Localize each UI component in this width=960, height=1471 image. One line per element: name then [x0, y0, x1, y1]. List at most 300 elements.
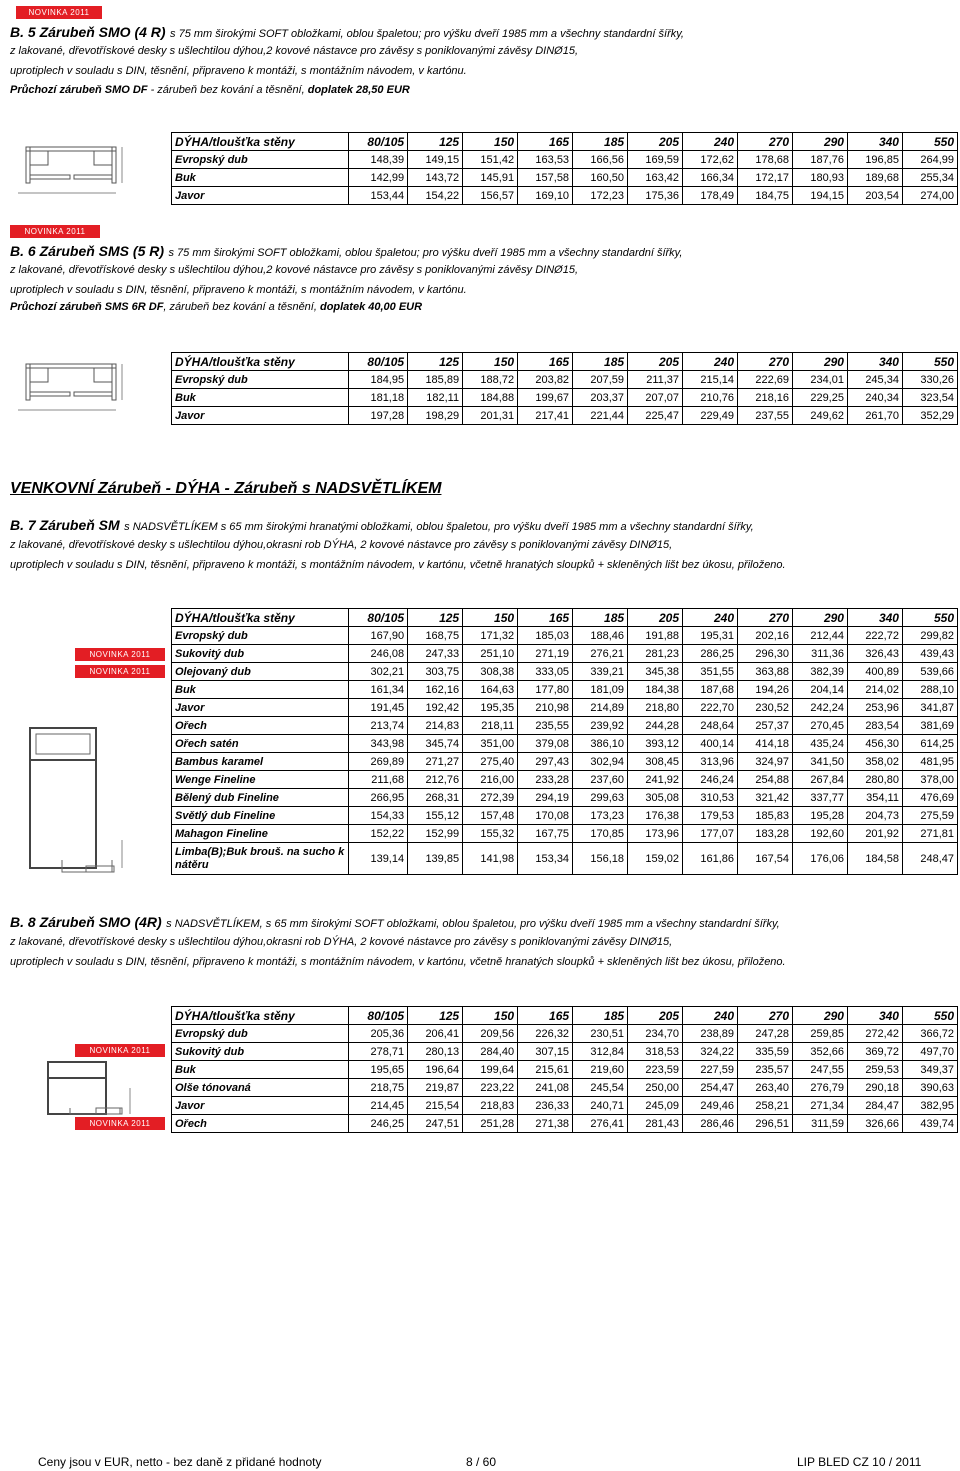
- price-cell: 241,08: [518, 1079, 573, 1097]
- wood-type-cell: Sukovitý dub: [172, 1043, 349, 1061]
- table-row: [172, 627, 958, 645]
- price-cell: 201,31: [463, 407, 518, 425]
- new-badge: NOVINKA 2011: [75, 1044, 165, 1057]
- page-number: 8 / 60: [466, 1455, 497, 1469]
- table-row: [172, 1115, 958, 1133]
- table-row: [172, 843, 958, 875]
- price-cell: 271,34: [793, 1097, 848, 1115]
- price-cell: 172,17: [738, 169, 793, 187]
- header-cell: 150: [463, 353, 518, 371]
- price-cell: 227,59: [683, 1061, 738, 1079]
- price-cell: 281,23: [628, 645, 683, 663]
- price-cell: 248,47: [902, 843, 957, 875]
- price-cell: 323,54: [902, 389, 957, 407]
- price-cell: 215,14: [683, 371, 738, 389]
- wood-type-cell: Evropský dub: [172, 371, 349, 389]
- price-cell: 160,50: [573, 169, 628, 187]
- passthrough-name: Průchozí zárubeň SMO DF: [10, 84, 148, 96]
- header-cell: 270: [738, 353, 793, 371]
- price-cell: 351,55: [683, 663, 738, 681]
- price-cell: 175,36: [628, 187, 683, 205]
- price-cell: 246,08: [349, 645, 408, 663]
- header-cell: 270: [738, 133, 793, 151]
- price-cell: 167,54: [738, 843, 793, 875]
- section-heading-b5: [10, 24, 684, 42]
- table-row: [172, 1079, 958, 1097]
- price-cell: 145,91: [463, 169, 518, 187]
- table-row: [172, 389, 958, 407]
- table-row: [172, 371, 958, 389]
- price-cell: 297,43: [518, 753, 573, 771]
- price-cell: 296,30: [738, 645, 793, 663]
- price-cell: 184,38: [628, 681, 683, 699]
- price-cell: 167,90: [349, 627, 408, 645]
- price-cell: 294,19: [518, 789, 573, 807]
- price-cell: 238,89: [683, 1025, 738, 1043]
- price-cell: 212,76: [408, 771, 463, 789]
- section-heading-b7: [10, 517, 754, 535]
- price-cell: 204,14: [793, 681, 848, 699]
- price-cell: 481,95: [902, 753, 957, 771]
- surcharge: doplatek 40,00 EUR: [319, 301, 423, 313]
- price-cell: 141,98: [463, 843, 518, 875]
- price-cell: 154,33: [349, 807, 408, 825]
- price-cell: 240,71: [573, 1097, 628, 1115]
- price-cell: 369,72: [847, 1043, 902, 1061]
- table-row: [172, 1097, 958, 1115]
- price-cell: 354,11: [847, 789, 902, 807]
- table-header-row: [172, 609, 958, 627]
- price-cell: 235,55: [518, 717, 573, 735]
- price-cell: 217,41: [518, 407, 573, 425]
- price-cell: 192,42: [408, 699, 463, 717]
- header-cell: 290: [793, 353, 848, 371]
- price-cell: 139,14: [349, 843, 408, 875]
- price-cell: 250,00: [628, 1079, 683, 1097]
- section-heading-b8: [10, 914, 780, 932]
- product-code: B. 6 Zárubeň SMS (5 R): [10, 243, 165, 259]
- price-cell: 196,85: [847, 151, 902, 169]
- header-cell: 165: [518, 133, 573, 151]
- price-cell: 214,83: [408, 717, 463, 735]
- price-cell: 278,71: [349, 1043, 408, 1061]
- price-cell: 233,28: [518, 771, 573, 789]
- price-cell: 187,76: [793, 151, 848, 169]
- price-cell: 207,59: [573, 371, 628, 389]
- price-cell: 198,29: [408, 407, 463, 425]
- table-row: [172, 717, 958, 735]
- price-cell: 203,37: [573, 389, 628, 407]
- price-cell: 230,52: [738, 699, 793, 717]
- price-cell: 216,00: [463, 771, 518, 789]
- price-cell: 330,26: [902, 371, 957, 389]
- price-cell: 223,22: [463, 1079, 518, 1097]
- price-cell: 236,33: [518, 1097, 573, 1115]
- price-cell: 299,82: [902, 627, 957, 645]
- price-cell: 255,34: [902, 169, 957, 187]
- price-cell: 246,24: [683, 771, 738, 789]
- new-badge: NOVINKA 2011: [10, 225, 100, 238]
- price-cell: 257,37: [738, 717, 793, 735]
- price-cell: 326,66: [847, 1115, 902, 1133]
- header-cell: 550: [902, 1007, 957, 1025]
- price-cell: 177,80: [518, 681, 573, 699]
- price-cell: 337,77: [793, 789, 848, 807]
- price-cell: 205,36: [349, 1025, 408, 1043]
- header-cell: 185: [573, 1007, 628, 1025]
- table-row: [172, 1043, 958, 1061]
- description-line: z lakované, dřevotřískové desky s ušlechtilou dýhou,2 kovové nástavce pro závěsy s poniklovanými závěsy DINØ15,: [10, 264, 578, 276]
- price-cell: 215,54: [408, 1097, 463, 1115]
- price-cell: 157,58: [518, 169, 573, 187]
- price-cell: 272,39: [463, 789, 518, 807]
- new-badge: NOVINKA 2011: [75, 1117, 165, 1130]
- price-cell: 303,75: [408, 663, 463, 681]
- price-cell: 210,98: [518, 699, 573, 717]
- header-cell: DÝHA/tloušťka stěny: [172, 609, 349, 627]
- header-cell: 290: [793, 1007, 848, 1025]
- price-cell: 177,07: [683, 825, 738, 843]
- table-row: [172, 789, 958, 807]
- price-cell: 237,60: [573, 771, 628, 789]
- price-cell: 188,46: [573, 627, 628, 645]
- table-header-row: [172, 1007, 958, 1025]
- header-cell: 150: [463, 133, 518, 151]
- header-cell: 340: [847, 353, 902, 371]
- header-cell: 270: [738, 1007, 793, 1025]
- price-cell: 176,06: [793, 843, 848, 875]
- price-cell: 219,87: [408, 1079, 463, 1097]
- wood-type-cell: Ořech: [172, 1115, 349, 1133]
- price-cell: 275,59: [902, 807, 957, 825]
- header-cell: 340: [847, 1007, 902, 1025]
- price-cell: 142,99: [349, 169, 408, 187]
- price-cell: 153,34: [518, 843, 573, 875]
- price-cell: 229,49: [683, 407, 738, 425]
- price-cell: 151,42: [463, 151, 518, 169]
- price-cell: 166,34: [683, 169, 738, 187]
- table-row: [172, 663, 958, 681]
- price-cell: 259,85: [793, 1025, 848, 1043]
- price-cell: 390,63: [902, 1079, 957, 1097]
- price-cell: 172,23: [573, 187, 628, 205]
- table-row: [172, 1061, 958, 1079]
- price-cell: 345,74: [408, 735, 463, 753]
- description-line: z lakované, dřevotřískové desky s ušlechtilou dýhou,okrasni rob DÝHA, 2 kovové nástavce pro závěsy s poniklovanými závěsy DINØ15,: [10, 936, 673, 948]
- price-cell: 157,48: [463, 807, 518, 825]
- price-cell: 254,47: [683, 1079, 738, 1097]
- price-cell: 311,36: [793, 645, 848, 663]
- price-cell: 195,35: [463, 699, 518, 717]
- header-cell: 80/105: [349, 133, 408, 151]
- price-cell: 245,09: [628, 1097, 683, 1115]
- price-cell: 218,11: [463, 717, 518, 735]
- header-cell: 550: [902, 133, 957, 151]
- price-cell: 201,92: [847, 825, 902, 843]
- door-frame-transom-drawing: [40, 1058, 150, 1118]
- price-cell: 204,73: [847, 807, 902, 825]
- wood-type-cell: Ořech: [172, 717, 349, 735]
- passthrough-name: Průchozí zárubeň SMS 6R DF: [10, 301, 164, 313]
- header-cell: DÝHA/tloušťka stěny: [172, 353, 349, 371]
- price-cell: 197,28: [349, 407, 408, 425]
- product-code: B. 8 Zárubeň SMO (4R): [10, 914, 162, 930]
- price-cell: 153,44: [349, 187, 408, 205]
- product-code: B. 7 Zárubeň SM: [10, 517, 120, 533]
- header-cell: 185: [573, 133, 628, 151]
- header-cell: 240: [683, 609, 738, 627]
- price-cell: 199,64: [463, 1061, 518, 1079]
- catalog-id: LIP BLED CZ 10 / 2011: [797, 1455, 922, 1469]
- price-cell: 326,43: [847, 645, 902, 663]
- price-cell: 271,19: [518, 645, 573, 663]
- section-heading-b6: [10, 243, 682, 261]
- price-cell: 290,18: [847, 1079, 902, 1097]
- header-cell: 340: [847, 609, 902, 627]
- new-badge: NOVINKA 2011: [16, 6, 102, 19]
- price-cell: 381,69: [902, 717, 957, 735]
- table-row: [172, 1025, 958, 1043]
- header-cell: 125: [408, 1007, 463, 1025]
- wood-type-cell: Limba(B);Buk brouš. na sucho k nátěru: [172, 843, 349, 875]
- price-cell: 223,59: [628, 1061, 683, 1079]
- price-cell: 176,38: [628, 807, 683, 825]
- price-cell: 439,43: [902, 645, 957, 663]
- table-header-row: [172, 133, 958, 151]
- price-cell: 386,10: [573, 735, 628, 753]
- price-cell: 218,75: [349, 1079, 408, 1097]
- new-badge: NOVINKA 2011: [75, 648, 165, 661]
- price-cell: 239,92: [573, 717, 628, 735]
- wood-type-cell: Buk: [172, 169, 349, 187]
- price-cell: 168,75: [408, 627, 463, 645]
- price-cell: 184,88: [463, 389, 518, 407]
- price-cell: 318,53: [628, 1043, 683, 1061]
- price-cell: 280,80: [847, 771, 902, 789]
- table-row: [172, 407, 958, 425]
- price-cell: 272,42: [847, 1025, 902, 1043]
- price-cell: 170,85: [573, 825, 628, 843]
- price-cell: 180,93: [793, 169, 848, 187]
- price-cell: 345,38: [628, 663, 683, 681]
- price-cell: 203,82: [518, 371, 573, 389]
- section-title: VENKOVNÍ Zárubeň - DÝHA - Zárubeň s NADSVĚTLÍKEM: [10, 480, 442, 497]
- price-cell: 195,65: [349, 1061, 408, 1079]
- price-cell: 268,31: [408, 789, 463, 807]
- price-cell: 166,56: [573, 151, 628, 169]
- price-cell: 382,95: [902, 1097, 957, 1115]
- price-cell: 188,72: [463, 371, 518, 389]
- price-cell: 214,45: [349, 1097, 408, 1115]
- frame-drawing: [18, 352, 168, 422]
- price-cell: 246,25: [349, 1115, 408, 1133]
- price-cell: 261,70: [847, 407, 902, 425]
- wood-type-cell: Sukovitý dub: [172, 645, 349, 663]
- price-cell: 159,02: [628, 843, 683, 875]
- price-cell: 161,34: [349, 681, 408, 699]
- price-cell: 311,59: [793, 1115, 848, 1133]
- wood-type-cell: Evropský dub: [172, 1025, 349, 1043]
- price-table-b6: [171, 352, 958, 425]
- price-cell: 435,24: [793, 735, 848, 753]
- header-cell: 205: [628, 609, 683, 627]
- price-cell: 310,53: [683, 789, 738, 807]
- header-cell: 205: [628, 1007, 683, 1025]
- wood-type-cell: Buk: [172, 1061, 349, 1079]
- price-cell: 218,83: [463, 1097, 518, 1115]
- price-cell: 179,53: [683, 807, 738, 825]
- price-cell: 263,40: [738, 1079, 793, 1097]
- price-cell: 267,84: [793, 771, 848, 789]
- price-cell: 276,79: [793, 1079, 848, 1097]
- product-description: s NADSVĚTLÍKEM s 65 mm širokými hranatými obložkami, oblou špaletou, pro výšku dveří 1985 mm a všechny standardní šířky,: [124, 521, 754, 533]
- price-cell: 234,70: [628, 1025, 683, 1043]
- wood-type-cell: Wenge Fineline: [172, 771, 349, 789]
- door-frame-transom-drawing: [22, 720, 132, 890]
- price-cell: 178,49: [683, 187, 738, 205]
- price-cell: 305,08: [628, 789, 683, 807]
- price-cell: 182,11: [408, 389, 463, 407]
- price-cell: 194,26: [738, 681, 793, 699]
- price-cell: 302,21: [349, 663, 408, 681]
- footer-note: Ceny jsou v EUR, netto - bez daně z přidané hodnoty: [38, 1455, 322, 1469]
- wood-type-cell: Javor: [172, 187, 349, 205]
- price-table-b8: [171, 1006, 958, 1133]
- price-cell: 271,81: [902, 825, 957, 843]
- price-cell: 247,51: [408, 1115, 463, 1133]
- surcharge: doplatek 28,50 EUR: [307, 84, 410, 96]
- header-cell: 240: [683, 133, 738, 151]
- description-line: z lakované, dřevotřískové desky s ušlechtilou dýhou,2 kovové nástavce pro závěsy s poniklovanými závěsy DINØ15,: [10, 45, 578, 57]
- price-cell: 351,00: [463, 735, 518, 753]
- wood-type-cell: Olejovaný dub: [172, 663, 349, 681]
- header-cell: 165: [518, 1007, 573, 1025]
- price-cell: 247,55: [793, 1061, 848, 1079]
- table-row: [172, 681, 958, 699]
- price-cell: 247,33: [408, 645, 463, 663]
- price-cell: 378,00: [902, 771, 957, 789]
- price-cell: 139,85: [408, 843, 463, 875]
- description-line: z lakované, dřevotřískové desky s ušlechtilou dýhou,okrasni rob DÝHA, 2 kovové nástavce pro závěsy s poniklovanými závěsy DINØ15,: [10, 539, 673, 551]
- description-line: uprotiplech v souladu s DIN, těsnění, připraveno k montáži, s montážním návodem, v kartónu.: [10, 284, 467, 296]
- price-cell: 152,99: [408, 825, 463, 843]
- price-cell: 497,70: [902, 1043, 957, 1061]
- table-row: [172, 807, 958, 825]
- header-cell: 80/105: [349, 1007, 408, 1025]
- passthrough-note: [10, 84, 410, 96]
- price-cell: 167,75: [518, 825, 573, 843]
- product-description: s 75 mm širokými SOFT obložkami, oblou špaletou; pro výšku dveří 1985 mm a všechny standardní šířky,: [170, 28, 684, 40]
- price-cell: 185,03: [518, 627, 573, 645]
- price-cell: 196,64: [408, 1061, 463, 1079]
- price-cell: 171,32: [463, 627, 518, 645]
- price-cell: 222,70: [683, 699, 738, 717]
- price-cell: 476,69: [902, 789, 957, 807]
- price-cell: 215,61: [518, 1061, 573, 1079]
- passthrough-note: [10, 301, 422, 313]
- price-cell: 299,63: [573, 789, 628, 807]
- header-cell: 270: [738, 609, 793, 627]
- price-cell: 363,88: [738, 663, 793, 681]
- description-line: uprotiplech v souladu s DIN, těsnění, připraveno k montáži, s montážním návodem, v kartónu, včetně hranatých sloupků + skleněných lišt bez úkosu, přiloženo.: [10, 956, 786, 968]
- header-cell: 240: [683, 353, 738, 371]
- price-cell: 308,45: [628, 753, 683, 771]
- price-cell: 181,18: [349, 389, 408, 407]
- price-cell: 352,29: [902, 407, 957, 425]
- price-cell: 439,74: [902, 1115, 957, 1133]
- price-cell: 192,60: [793, 825, 848, 843]
- wood-type-cell: Bambus karamel: [172, 753, 349, 771]
- header-cell: 290: [793, 133, 848, 151]
- price-cell: 245,54: [573, 1079, 628, 1097]
- price-cell: 154,22: [408, 187, 463, 205]
- price-cell: 382,39: [793, 663, 848, 681]
- price-cell: 313,96: [683, 753, 738, 771]
- price-cell: 221,44: [573, 407, 628, 425]
- passthrough-desc: , zárubeň bez kování a těsnění,: [163, 301, 320, 313]
- price-cell: 251,10: [463, 645, 518, 663]
- price-cell: 212,44: [793, 627, 848, 645]
- price-cell: 302,94: [573, 753, 628, 771]
- header-cell: 185: [573, 353, 628, 371]
- price-cell: 321,42: [738, 789, 793, 807]
- price-cell: 218,16: [738, 389, 793, 407]
- wood-type-cell: Javor: [172, 699, 349, 717]
- price-cell: 211,68: [349, 771, 408, 789]
- price-cell: 184,58: [847, 843, 902, 875]
- price-cell: 240,34: [847, 389, 902, 407]
- price-cell: 219,60: [573, 1061, 628, 1079]
- price-cell: 358,02: [847, 753, 902, 771]
- price-cell: 183,28: [738, 825, 793, 843]
- price-cell: 191,88: [628, 627, 683, 645]
- price-cell: 202,16: [738, 627, 793, 645]
- wood-type-cell: Ořech satén: [172, 735, 349, 753]
- price-cell: 400,89: [847, 663, 902, 681]
- header-cell: 290: [793, 609, 848, 627]
- price-cell: 235,57: [738, 1061, 793, 1079]
- price-cell: 195,28: [793, 807, 848, 825]
- price-cell: 366,72: [902, 1025, 957, 1043]
- header-cell: 550: [902, 353, 957, 371]
- price-cell: 181,09: [573, 681, 628, 699]
- price-cell: 206,41: [408, 1025, 463, 1043]
- wood-type-cell: Buk: [172, 681, 349, 699]
- price-cell: 162,16: [408, 681, 463, 699]
- price-cell: 163,53: [518, 151, 573, 169]
- header-cell: 185: [573, 609, 628, 627]
- price-cell: 207,07: [628, 389, 683, 407]
- price-cell: 161,86: [683, 843, 738, 875]
- price-cell: 288,10: [902, 681, 957, 699]
- price-cell: 335,59: [738, 1043, 793, 1061]
- table-row: [172, 169, 958, 187]
- price-cell: 211,37: [628, 371, 683, 389]
- price-table-b7: [171, 608, 958, 875]
- price-cell: 296,51: [738, 1115, 793, 1133]
- wood-type-cell: Javor: [172, 1097, 349, 1115]
- price-cell: 333,05: [518, 663, 573, 681]
- price-cell: 400,14: [683, 735, 738, 753]
- price-cell: 173,23: [573, 807, 628, 825]
- price-cell: 222,72: [847, 627, 902, 645]
- price-cell: 169,59: [628, 151, 683, 169]
- price-cell: 163,42: [628, 169, 683, 187]
- price-cell: 237,55: [738, 407, 793, 425]
- price-cell: 253,96: [847, 699, 902, 717]
- header-cell: 165: [518, 353, 573, 371]
- price-cell: 281,43: [628, 1115, 683, 1133]
